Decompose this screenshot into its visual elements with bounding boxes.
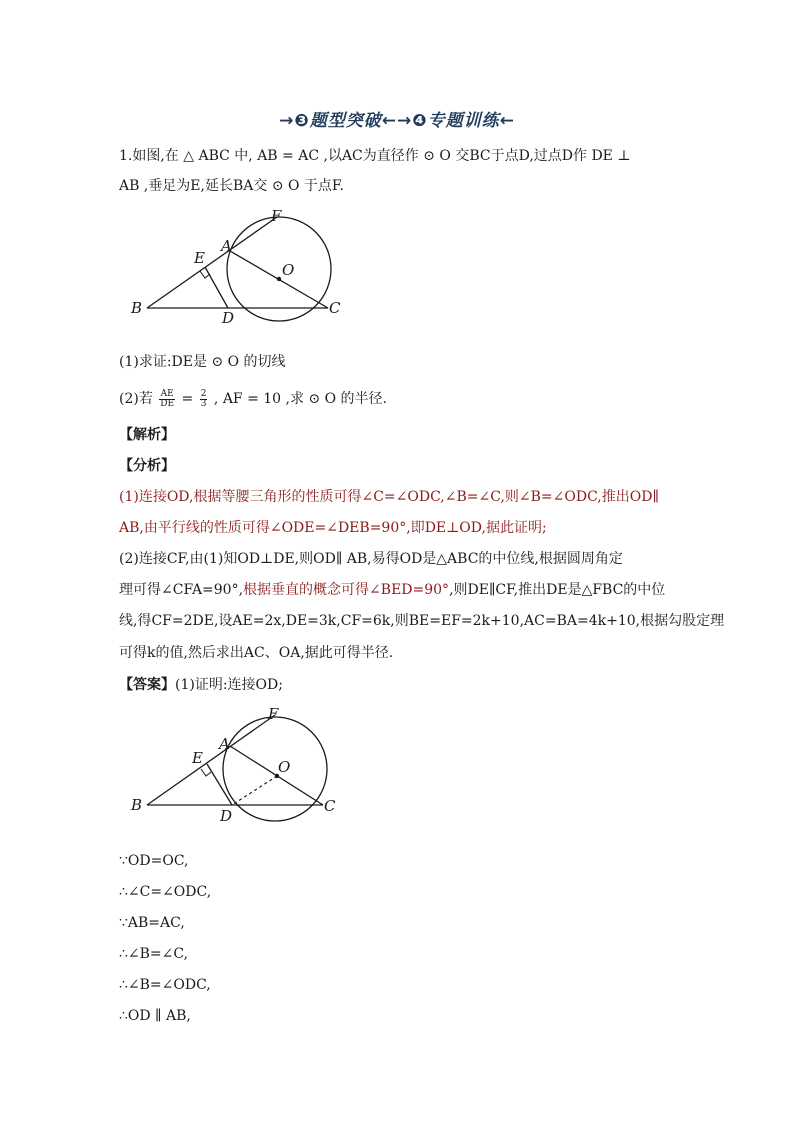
label-F: F: [271, 207, 282, 225]
problem-line-2: AB ,垂足为E,延长BA交 ⊙ O 于点F.: [119, 178, 344, 194]
label-C: C: [324, 797, 336, 815]
segment-de: [207, 764, 232, 805]
label-B: B: [131, 796, 143, 814]
center-point: [277, 277, 281, 281]
q2-suffix: , AF = 10 ,求 ⊙ O 的半径.: [213, 391, 388, 407]
geometry-figure-1: [125, 205, 345, 330]
label-D: D: [222, 309, 235, 327]
label-E: E: [192, 749, 203, 767]
analysis-p2-line-1: (2)连接CF,由(1)知OD⊥DE,则OD∥ AB,易得OD是△ABC的中位线,根据圆周角定: [119, 551, 623, 567]
question-1: (1)求证:DE是 ⊙ O 的切线: [119, 354, 286, 370]
proof-step-5: ∴∠B=∠ODC,: [119, 977, 211, 993]
answer-label: 【答案】: [119, 677, 175, 693]
problem-line-1: 1.如图,在 △ ABC 中, AB = AC ,以AC为直径作 ⊙ O 交BC于点D,过点D作 DE ⊥: [119, 148, 631, 164]
geometry-figure-2: [125, 703, 345, 828]
q2-equals: =: [181, 391, 194, 407]
jiexi-label: 【解析】: [119, 427, 175, 443]
circle-o: [227, 217, 331, 321]
fraction-ae-de: $\frac{AE}{DE}$: [160, 388, 175, 409]
label-A: A: [219, 735, 230, 753]
label-E: E: [194, 249, 205, 267]
fenxi-label: 【分析】: [119, 458, 175, 474]
label-F: F: [268, 705, 279, 723]
label-B: B: [131, 299, 143, 317]
proof-step-3: ∵AB=AC,: [119, 915, 185, 931]
analysis-p1-line-2: AB,由平行线的性质可得∠ODE=∠DEB=90°,即DE⊥OD,据此证明;: [119, 520, 547, 536]
analysis-p2-line-2: 理可得∠CFA=90°,根据垂直的概念可得∠BED=90°,则DE∥CF,推出DE是△FBC的中位: [119, 582, 666, 598]
answer-line: [119, 675, 283, 695]
proof-step-4: ∴∠B=∠C,: [119, 946, 189, 962]
section-title: →❸题型突破←→❹专题训练←: [279, 111, 515, 131]
label-D: D: [220, 807, 233, 825]
segment-de: [205, 267, 228, 308]
proof-step-6: ∴OD ∥ AB,: [119, 1008, 191, 1024]
proof-step-1: ∵OD=OC,: [119, 853, 189, 869]
answer-text: (1)证明:连接OD;: [175, 677, 283, 693]
question-2: [119, 389, 387, 409]
analysis-p2-line-4: 可得k的值,然后求出AC、OA,据此可得半径.: [119, 645, 394, 661]
label-C: C: [329, 299, 341, 317]
proof-step-2: ∴∠C=∠ODC,: [119, 884, 212, 900]
segment-bf: [147, 715, 275, 805]
analysis-p2-line-3: 线,得CF=2DE,设AE=2x,DE=3k,CF=6k,则BE=EF=2k+10,AC=BA=4k+10,根据勾股定理: [119, 613, 725, 629]
label-O: O: [282, 261, 295, 279]
label-O: O: [278, 758, 291, 776]
q2-prefix: (2)若: [119, 391, 153, 407]
right-angle-mark: [201, 769, 211, 776]
segment-bf: [147, 217, 277, 308]
segment-od-dashed: [232, 776, 277, 805]
fraction-2-3: $\frac{2}{3}$: [200, 388, 207, 409]
analysis-p1-line-1: (1)连接OD,根据等腰三角形的性质可得∠C=∠ODC,∠B=∠C,则∠B=∠ODC,推出OD∥: [119, 489, 659, 505]
label-A: A: [221, 237, 232, 255]
